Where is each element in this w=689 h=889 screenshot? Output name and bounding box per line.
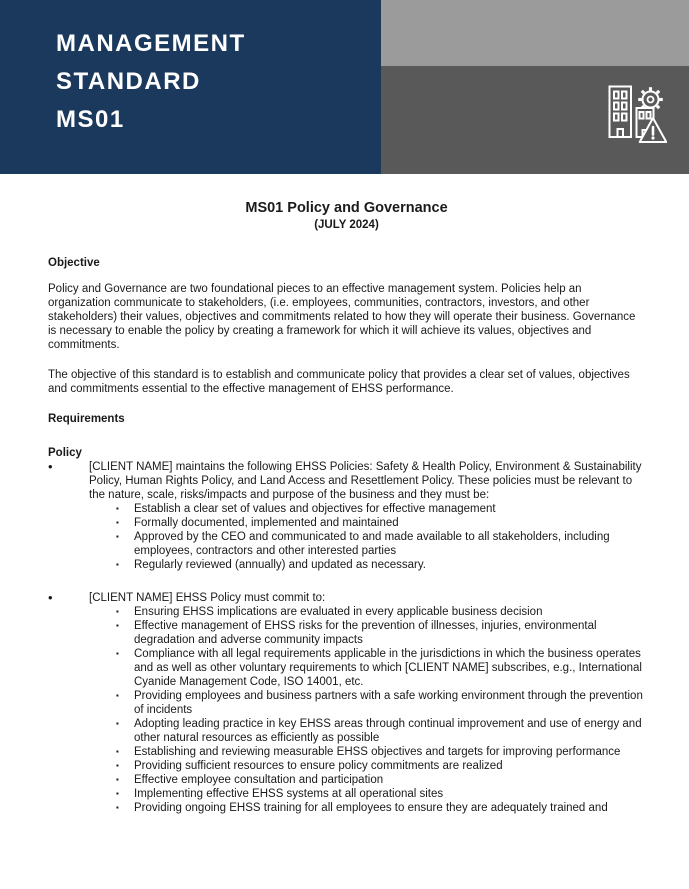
banner-title-line1: MANAGEMENT — [56, 30, 246, 57]
document-date: (JULY 2024) — [314, 219, 379, 231]
sub-bullet: ▪ Adopting leading practice in key EHSS areas through continual improvement and use of energy and other natural resources as efficiently as possible — [89, 717, 645, 745]
heading-objective: Objective — [48, 257, 100, 269]
heading-policy: Policy — [48, 447, 82, 459]
document-body — [48, 174, 645, 815]
sub-bullet: ▪ Approved by the CEO and communicated to and made available to all stakeholders, including employees, contractors and other interested parties — [89, 530, 645, 558]
banner-title — [56, 25, 381, 139]
policy-bullet-1-sublist — [89, 502, 645, 572]
policy-bullet-1 — [48, 460, 645, 572]
banner-title-line2: STANDARD — [56, 68, 201, 95]
policy-bullet-2-sublist — [89, 605, 645, 815]
banner-gray-column — [381, 0, 689, 174]
sub-bullet: ▪ Establishing and reviewing measurable EHSS objectives and targets for improving performance — [89, 745, 645, 759]
sub-bullet: ▪ Effective management of EHSS risks for the prevention of illnesses, injuries, environmental degradation and adverse community impacts — [89, 619, 645, 647]
sub-bullet: ▪ Providing sufficient resources to ensure policy commitments are realized — [89, 759, 645, 773]
policy-bullet-2-text: [CLIENT NAME] EHSS Policy must commit to: — [89, 592, 326, 604]
sub-bullet: ▪ Ensuring EHSS implications are evaluated in every applicable business decision — [89, 605, 645, 619]
banner-dark-gray-band — [381, 66, 689, 174]
heading-requirements: Requirements — [48, 413, 125, 425]
sub-bullet: ▪ Compliance with all legal requirements applicable in the jurisdictions in which the business operates and as well as other voluntary requirements to which [CLIENT NAME] subscribes, e.g., International Cyanide Management Code, ISO 14001, etc. — [89, 647, 645, 689]
banner-light-gray-band — [381, 0, 689, 66]
sub-bullet: ▪ Formally documented, implemented and maintained — [89, 516, 645, 530]
sub-bullet: ▪ Implementing effective EHSS systems at all operational sites — [89, 787, 645, 801]
sub-bullet: ▪ Regularly reviewed (annually) and updated as necessary. — [89, 558, 645, 572]
policy-bullet-2 — [48, 591, 645, 815]
building-large-icon — [610, 87, 632, 138]
banner — [0, 0, 689, 174]
objective-paragraph-1: Policy and Governance are two foundational pieces to an effective management system. Policies help an organization communicate to stakeholders, (i.e. employees, communities, contractors, investors, and other stakeholders) their values, objectives and commitments related to how they will operate their business. Governance is necessary to enable the policy by creating a framework for which it will achieve its values, objectives and commitments. — [48, 283, 636, 351]
buildings-gear-warning-icon — [605, 81, 667, 145]
policy-bullet-1-text: [CLIENT NAME] maintains the following EHSS Policies: Safety & Health Policy, Environment & Sustainability Policy, Human Rights Policy, and Land Access and Resettlement Policy. These policies must be relevant to the nature, scale, risks/impacts and purpose of the business and they must be: — [89, 461, 642, 501]
banner-navy-block — [0, 0, 381, 174]
sub-bullet: ▪ Providing ongoing EHSS training for all employees to ensure they are adequately trained and — [89, 801, 645, 815]
policy-bullet-list — [48, 460, 645, 815]
objective-paragraph-2: The objective of this standard is to establish and communicate policy that provides a clear set of values, objectives and commitments essential to the effective management of EHSS performance. — [48, 369, 630, 395]
sub-bullet: ▪ Establish a clear set of values and objectives for effective management — [89, 502, 645, 516]
banner-title-line3: MS01 — [56, 106, 125, 133]
sub-bullet: ▪ Effective employee consultation and participation — [89, 773, 645, 787]
document-title: MS01 Policy and Governance — [245, 200, 448, 216]
sub-bullet: ▪ Providing employees and business partners with a safe working environment through the prevention of incidents — [89, 689, 645, 717]
